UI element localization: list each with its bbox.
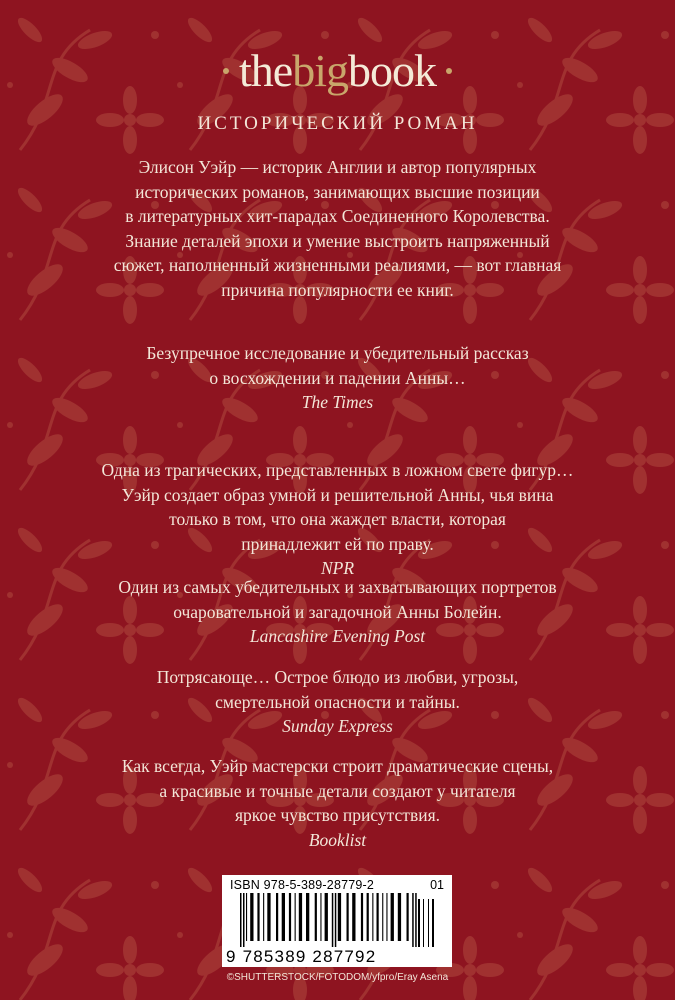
barcode-bar — [398, 893, 401, 941]
barcode-bar — [289, 893, 291, 941]
barcode-bar — [250, 893, 253, 941]
review-source: Booklist — [308, 829, 367, 850]
barcode-bar — [352, 893, 355, 941]
bio-line: исторических романов, занимающих высшие позиции — [135, 181, 540, 202]
bio-line: в литературных хит-парадах Соединенного Королевства. — [125, 206, 550, 226]
review-source: NPR — [320, 558, 355, 578]
barcode-bar — [325, 893, 328, 941]
barcode-bar — [240, 893, 242, 947]
barcode-bars — [236, 893, 441, 947]
barcode-bar — [347, 893, 349, 941]
barcode-bar — [361, 893, 363, 941]
barcode-block — [222, 875, 452, 967]
barcode-bar — [372, 893, 373, 941]
review-npr — [90, 458, 585, 581]
review-line: Как всегда, Уэйр мастерски строит драматические сцены, — [121, 756, 554, 776]
review-lancashire — [90, 575, 585, 649]
photo-credit: ©SHUTTERSTOCK/FOTODOM/yfpro/Eray Asena — [226, 972, 449, 983]
bio-line: Знание деталей эпохи и умение выстроить напряженный — [125, 230, 550, 251]
bio-line: Элисон Уэйр — историк Англии и автор популярных — [138, 157, 537, 177]
barcode-bar — [386, 893, 387, 941]
review-line: только в том, что она жаждет власти, которая — [169, 509, 506, 529]
barcode-bar — [415, 893, 417, 947]
barcode-bar — [338, 893, 341, 941]
barcode-bar — [306, 893, 309, 941]
barcode-bar — [320, 893, 321, 941]
review-line: яркое чувство присутствия. — [234, 805, 440, 825]
review-source: Sunday Express — [282, 716, 393, 736]
logo-dot-left — [223, 68, 229, 74]
review-line: очаровательной и загадочной Анны Болейн. — [173, 601, 502, 622]
review-line: принадлежит ей по праву. — [241, 533, 434, 554]
review-source: The Times — [301, 392, 374, 412]
review-source: Lancashire Evening Post — [249, 626, 426, 646]
barcode-bar — [263, 893, 264, 941]
barcode-bar — [295, 893, 296, 941]
barcode-bar — [246, 893, 247, 941]
author-bio — [90, 155, 585, 302]
logo-the: the — [239, 45, 293, 96]
review-line: Потрясающе… Острое блюдо из любви, угрозы, — [156, 667, 519, 687]
barcode-bar — [382, 893, 383, 941]
thebigbook-logo — [0, 45, 675, 96]
review-line: Одна из трагических, представленных в ложном свете фигур… — [101, 460, 574, 480]
review-the-times — [90, 341, 585, 415]
addon-bar — [418, 899, 420, 947]
addon-bar — [432, 899, 434, 947]
barcode-bar — [335, 893, 337, 947]
barcode-bar — [407, 893, 409, 941]
bio-line: причина популярности ее книг. — [221, 279, 454, 300]
logo-dot-right — [446, 68, 452, 74]
ean-digits: 9 785389 287792 — [226, 947, 377, 966]
barcode-addon-number: 01 — [430, 878, 444, 892]
barcode-bar — [367, 893, 369, 941]
barcode-bar — [276, 893, 278, 941]
review-line: а красивые и точные детали создают у читателя — [159, 780, 516, 801]
series-label: ИСТОРИЧЕСКИЙ РОМАН — [197, 113, 478, 134]
barcode-bar — [282, 893, 285, 941]
review-line: смертельной опасности и тайны. — [215, 691, 460, 712]
isbn-number: ISBN 978-5-389-28779-2 — [230, 878, 375, 892]
barcode-bar — [377, 893, 379, 941]
barcode-bar — [315, 893, 317, 941]
addon-bar — [423, 899, 424, 947]
barcode-bar — [243, 893, 245, 947]
barcode-bar — [267, 893, 270, 941]
review-line: Один из самых убедительных и захватывающих портретов — [118, 577, 557, 597]
logo-big: big — [292, 45, 348, 96]
review-line: о восхождении и падении Анны… — [209, 367, 466, 388]
logo-book: book — [347, 45, 436, 96]
barcode-bar — [391, 893, 394, 941]
barcode-bar — [332, 893, 334, 947]
review-booklist — [90, 754, 585, 852]
review-sunday-express — [90, 665, 585, 739]
review-line: Уэйр создает образ умной и решительной Анны, чья вина — [121, 484, 554, 505]
barcode-bar — [257, 893, 259, 941]
review-line: Безупречное исследование и убедительный рассказ — [146, 343, 529, 363]
barcode-bar — [412, 893, 414, 947]
bio-line: сюжет, наполненный жизненными реалиями, — вот главная — [113, 255, 562, 275]
addon-bar — [428, 899, 429, 947]
barcode-bar — [299, 893, 302, 941]
